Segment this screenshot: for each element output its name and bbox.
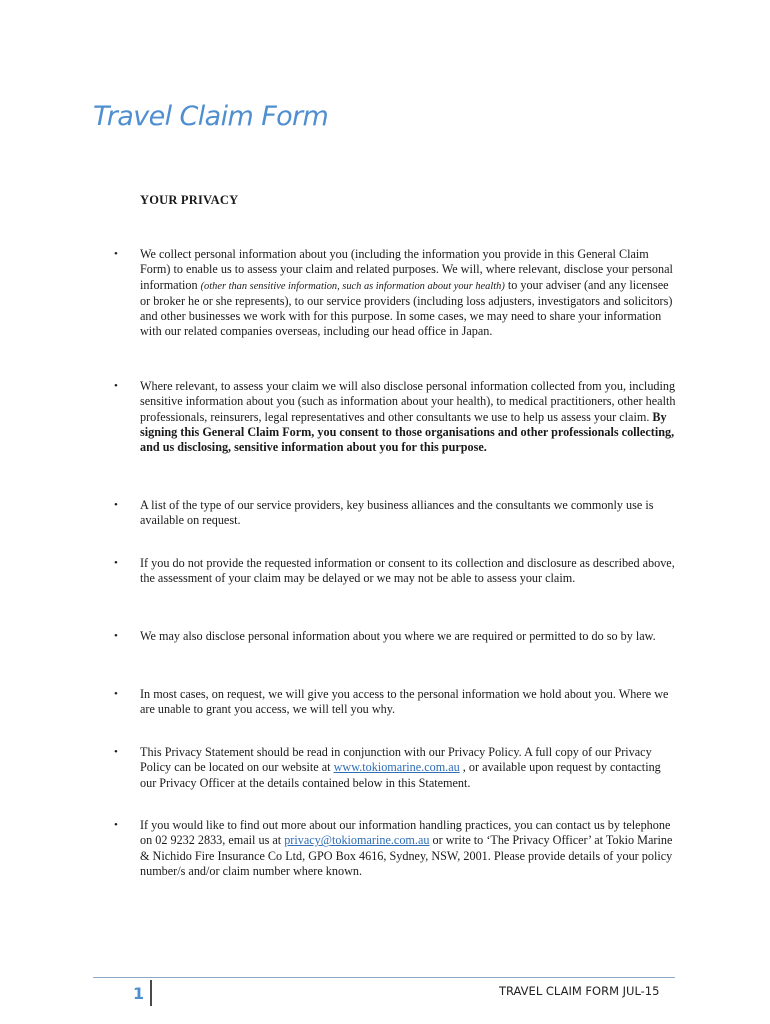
- document-title: Travel Claim Form: [93, 101, 329, 132]
- bullet-text: If you would like to find out more about our information handling practices, you can contact us by telephone on 02 9232 2833, email us at privacy@tokiomarine.com.au or write to ‘The Privacy Officer’ at Tokio Marine & Nichido Fire Insurance Co Ltd, GPO Box 4616, Sydney, NSW, 2001. Please provide details of your policy number/s and/or claim number where known.: [140, 818, 673, 878]
- bullet-text: We may also disclose personal information about you where we are required or permitted to do so by law.: [140, 629, 656, 643]
- bullet-text: This Privacy Statement should be read in conjunction with our Privacy Policy. A full copy of our Privacy Policy can be located on our website at www.tokiomarine.com.au , or available upon request by contacting our Privacy Officer at the details contained below in this Statement.: [140, 745, 661, 790]
- footer-label: TRAVEL CLAIM FORM JUL-15: [499, 984, 660, 998]
- bullet-text: Where relevant, to assess your claim we will also disclose personal information collected from you, including sensitive information about you (such as information about your health), to medical practitioners, other health professionals, reinsurers, legal representatives and other consultants we use to help us assess your claim. By signing this General Claim Form, you consent to those organisations and other professionals collecting, and us disclosing, sensitive information about you for this purpose.: [140, 379, 676, 455]
- page-number: 1: [133, 984, 145, 1003]
- footer-vertical-divider: [150, 980, 152, 1006]
- consent-statement: By signing this General Claim Form, you consent to those organisations and other professionals collecting, and us disclosing, sensitive information about you for this purpose.: [140, 409, 675, 455]
- bullet-icon: •: [114, 688, 118, 700]
- bullet-text: A list of the type of our service providers, key business alliances and the consultants we commonly use is available on request.: [140, 498, 654, 528]
- bullet-icon: •: [114, 499, 118, 511]
- bullet-icon: •: [114, 248, 118, 260]
- bullet-text: If you do not provide the requested information or consent to its collection and disclosure as described above, the assessment of your claim may be delayed or we may not be able to assess your claim.: [140, 556, 675, 586]
- bullet-icon: •: [114, 746, 118, 758]
- privacy-email-link[interactable]: privacy@tokiomarine.com.au: [284, 833, 430, 848]
- footer-divider: [93, 977, 675, 978]
- bullet-text: We collect personal information about you (including the information you provide in this General Claim Form) to enable us to assess your claim and related purposes. We will, where relevant, disclose your personal information (other than sensitive information, such as information about your health) to your adviser (and any licensee or broker he or she represents), to our service providers (including loss adjusters, investigators and solicitors) and other businesses we work with for this purpose. In some cases, we may need to share your information with our related companies overseas, including our head office in Japan.: [140, 247, 673, 339]
- italic-note: (other than sensitive information, such as information about your health): [200, 280, 505, 292]
- bullet-icon: •: [114, 557, 118, 569]
- bullet-icon: •: [114, 630, 118, 642]
- bullet-icon: •: [114, 380, 118, 392]
- website-link[interactable]: www.tokiomarine.com.au: [333, 760, 460, 775]
- bullet-text: In most cases, on request, we will give you access to the personal information we hold about you. Where we are unable to grant you access, we will tell you why.: [140, 687, 669, 717]
- bullet-icon: •: [114, 819, 118, 831]
- section-heading: YOUR PRIVACY: [140, 193, 239, 207]
